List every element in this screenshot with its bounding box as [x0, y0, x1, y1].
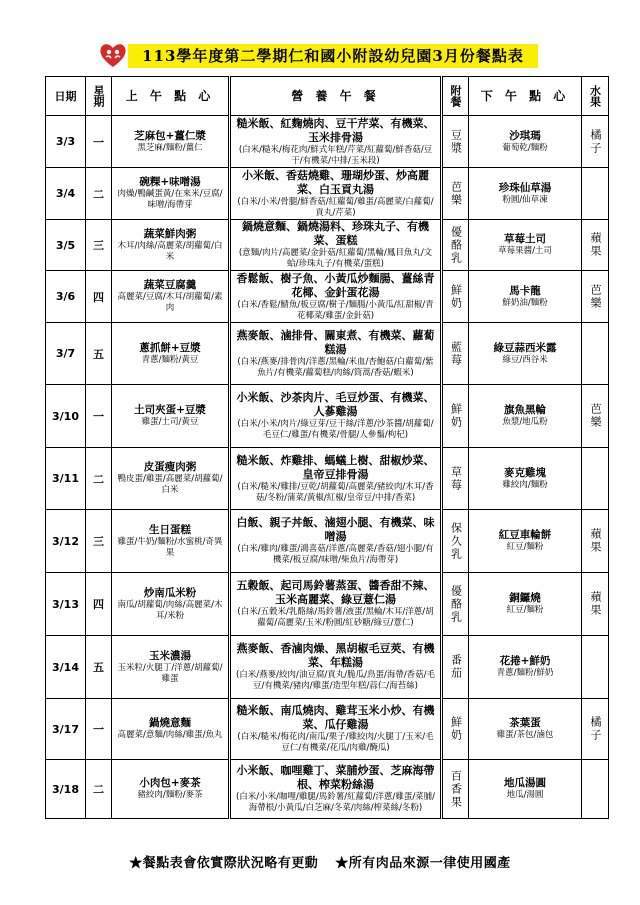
lunch-dishes: 糙米飯、紅麴燒肉、豆干芹菜、有機菜、玉米排骨湯: [236, 116, 435, 144]
afternoon-snack-cell: [469, 510, 582, 573]
side-drink-cell: [442, 168, 469, 220]
morning-snack-cell: [112, 760, 230, 819]
lunch-cell: [230, 699, 442, 760]
morning-snack-name: 炒南瓜米粉: [143, 586, 197, 599]
lunch-ingredients: (白米/燕麥/絞肉/油豆腐/貢丸/脆瓜/鳥蛋/海帶/香菇/毛豆/有機菜/豬肉/雞蛋/造型年糕/蒜仁/海苔絲): [235, 670, 436, 691]
header-day: 星期: [86, 77, 112, 116]
row-weekday: 四: [86, 271, 112, 323]
lunch-cell: [230, 271, 442, 323]
afternoon-snack-cell: [469, 323, 582, 385]
lunch-ingredients: (意麵/肉片/高麗菜/金針菇/紅蘿蔔/黑輪/鳳目魚丸/文蛤/珍珠丸子/有機菜/蛋糕): [238, 248, 433, 269]
fruit-cell: [582, 760, 609, 819]
menu-row: [46, 116, 609, 168]
afternoon-snack-cell: [469, 699, 582, 760]
menu-table: [45, 76, 609, 819]
lunch-cell: [230, 168, 442, 220]
afternoon-snack-cell: [469, 636, 582, 699]
side-drink: 藍莓: [449, 340, 463, 367]
afternoon-snack-cell: [469, 573, 582, 636]
header-lunch: 營 養 午 餐: [230, 77, 442, 116]
morning-snack-cell: [112, 385, 230, 448]
side-drink: 優酪乳: [449, 225, 463, 265]
morning-snack-name: 小肉包+麥茶: [139, 777, 201, 789]
fruit: 芭樂: [589, 403, 602, 429]
lunch-cell: [230, 385, 442, 448]
lunch-ingredients: (白米/五穀米/乳酪絲/馬鈴薯/液蛋/黑輪/木耳/洋蔥/胡蘿蔔/高麗菜/玉米/粉圓/紅砂糖/綠豆/薏仁): [237, 607, 434, 628]
row-weekday: 三: [86, 220, 112, 271]
side-drink: 鮮奶: [449, 403, 463, 429]
afternoon-snack-cell: [469, 168, 582, 220]
row-date: 3/5: [46, 220, 86, 271]
lunch-ingredients: (白米/香鬆/鯖魚/板豆腐/樹子/麵腸/小黃瓜/紅甜椒/青花椰菜/雞蛋/金針菇): [237, 299, 434, 321]
morning-snack-cell: [112, 448, 230, 510]
header-fruit: 水果: [582, 77, 609, 116]
page-title: 113學年度第二學期仁和國小附設幼兒園3月份餐點表: [128, 44, 538, 68]
menu-row: [46, 385, 609, 448]
fruit-cell: [582, 448, 609, 510]
fruit: 橘子: [589, 716, 602, 742]
afternoon-snack-ingredients: 地瓜/湯圓: [506, 790, 544, 800]
morning-snack-ingredients: 黑芝麻/麵粉/薑仁: [137, 142, 203, 153]
afternoon-snack-ingredients: 紅豆/麵粉: [506, 542, 544, 552]
fruit-cell: [582, 510, 609, 573]
fruit-cell: [582, 220, 609, 271]
menu-row: [46, 323, 609, 385]
lunch-ingredients: (白米/糙米/雞排/豆乾/胡蘿蔔/高麗菜/豬絞肉/木耳/香菇/冬粉/蒲菜/黃椒/紅椒/皇帝豆/中排/香菜): [237, 481, 434, 503]
afternoon-snack-ingredients: 紅豆/麵粉: [506, 605, 544, 615]
morning-snack-cell: [112, 116, 230, 168]
afternoon-snack-name: 珍珠仙草湯: [498, 181, 552, 194]
row-weekday: 五: [86, 323, 112, 385]
lunch-dishes: 五穀飯、起司馬鈴薯蒸蛋、醬香甜不辣、玉米高麗菜、綠豆薏仁湯: [236, 579, 435, 606]
lunch-dishes: 燕麥飯、香滷肉燥、黑胡椒毛豆莢、有機菜、年糕湯: [236, 642, 435, 669]
afternoon-snack-name: 沙琪瑪: [509, 129, 541, 142]
morning-snack-ingredients: 豬絞肉/麵粉/麥茶: [137, 790, 203, 800]
morning-snack-cell: [112, 323, 230, 385]
morning-snack-ingredients: 高麗菜/豆腐/木耳/胡蘿蔔/素肉: [117, 292, 223, 313]
morning-snack-name: 蔥抓餅+豆漿: [139, 341, 201, 354]
menu-row: [46, 573, 609, 636]
morning-snack-cell: [112, 510, 230, 573]
side-drink: 百香果: [449, 769, 463, 809]
row-weekday: 一: [86, 385, 112, 448]
lunch-ingredients: (白米/燕麥/排骨肉/洋蔥/黑輪/米血/杏鮑菇/白蘿蔔/紫魚片/有機菜/蘿蔔糕/肉絲/筒蒿/香菇/蝦米): [237, 356, 434, 378]
lunch-dishes: 糙米飯、炸雞排、螞蟻上樹、甜椒炒菜、皇帝豆排骨湯: [236, 453, 435, 481]
lunch-dishes: 燕麥飯、滷排骨、關東煮、有機菜、蘿蔔糕湯: [236, 328, 435, 356]
lunch-ingredients: (白米/雞肉/雞蛋/鴻喜菇/洋蔥/高麗菜/香菇/翅小腿/有機菜/板豆腐/味噌/柴魚片/海帶芽): [237, 544, 434, 565]
lunch-cell: [230, 448, 442, 510]
afternoon-snack-cell: [469, 385, 582, 448]
row-date: 3/6: [46, 271, 86, 323]
row-date: 3/10: [46, 385, 86, 448]
lunch-dishes: 小米飯、香菇燒雞、珊瑚炒蛋、炒高麗菜、白玉貢丸湯: [242, 168, 429, 196]
menu-row: [46, 760, 609, 819]
lunch-dishes: 小米飯、沙茶肉片、毛豆炒蛋、有機菜、人蔘雞湯: [236, 391, 435, 418]
side-drink: 芭樂: [449, 180, 463, 207]
morning-snack-ingredients: 鴨皮蛋/雞蛋/高麗菜/胡蘿蔔/白米: [117, 474, 223, 495]
afternoon-snack-name: 紅豆車輪餅: [498, 529, 552, 541]
row-date: 3/4: [46, 168, 86, 220]
lunch-ingredients: (白米/小米/骨腿/鮮香菇/紅蘿蔔/雞蛋/高麗菜/白蘿蔔/貢丸/芹菜): [237, 196, 434, 218]
row-date: 3/11: [46, 448, 86, 510]
morning-snack-ingredients: 青蔥/麵粉/黃豆: [141, 354, 199, 365]
menu-row: [46, 448, 609, 510]
side-drink: 保久乳: [449, 521, 463, 561]
header-side-drink: 附餐: [442, 77, 469, 116]
morning-snack-cell: [112, 220, 230, 271]
afternoon-snack-ingredients: 雞蛋/茶包/滷包: [496, 730, 554, 740]
row-weekday: 一: [86, 116, 112, 168]
footer-note-meat-origin: ★所有肉品來源一律使用國產: [335, 856, 511, 871]
row-date: 3/13: [46, 573, 86, 636]
morning-snack-ingredients: 高麗菜/意麵/肉絲/雞蛋/魚丸: [117, 730, 223, 740]
morning-snack-name: 蔬菜鮮肉粥: [143, 227, 197, 240]
menu-row: [46, 636, 609, 699]
side-drink-cell: [442, 510, 469, 573]
fruit: 橘子: [589, 128, 602, 155]
lunch-cell: [230, 116, 442, 168]
afternoon-snack-name: 地瓜湯圓: [504, 777, 546, 789]
fruit-cell: [582, 573, 609, 636]
fruit-cell: [582, 699, 609, 760]
side-drink: 番茄: [449, 654, 463, 680]
menu-row: [46, 271, 609, 323]
footer-notes: [60, 852, 580, 872]
morning-snack-cell: [112, 699, 230, 760]
afternoon-snack-ingredients: 雞絞肉/麵粉: [502, 479, 548, 490]
fruit: 蘋果: [589, 232, 602, 258]
afternoon-snack-ingredients: 葡萄乾/麵粉: [502, 142, 548, 153]
header-date: 日期: [46, 77, 86, 116]
morning-snack-name: 鍋燒意麵: [149, 717, 191, 729]
row-date: 3/18: [46, 760, 86, 819]
morning-snack-ingredients: 南瓜/胡蘿蔔/肉絲/高麗菜/木耳/米粉: [117, 599, 223, 621]
row-date: 3/14: [46, 636, 86, 699]
afternoon-snack-cell: [469, 760, 582, 819]
morning-snack-cell: [112, 271, 230, 323]
morning-snack-cell: [112, 573, 230, 636]
afternoon-snack-name: 馬卡龍: [509, 284, 541, 297]
renhe-heart-logo-icon: [98, 40, 128, 70]
side-drink: 豆漿: [449, 128, 463, 155]
row-weekday: 二: [86, 760, 112, 819]
afternoon-snack-name: 綠豆蒜西米露: [493, 341, 557, 354]
afternoon-snack-cell: [469, 220, 582, 271]
morning-snack-ingredients: 雞蛋/牛奶/麵粉/水蜜桃/奇異果: [117, 536, 223, 558]
side-drink-cell: [442, 760, 469, 819]
afternoon-snack-name: 草莓土司: [504, 233, 546, 245]
afternoon-snack-cell: [469, 448, 582, 510]
afternoon-snack-ingredients: 粉圓/仙草凍: [502, 194, 548, 205]
row-weekday: 五: [86, 636, 112, 699]
afternoon-snack-name: 麥克雞塊: [504, 466, 546, 479]
row-weekday: 四: [86, 573, 112, 636]
header-morning-snack: 上 午 點 心: [112, 77, 230, 116]
morning-snack-cell: [112, 636, 230, 699]
row-date: 3/3: [46, 116, 86, 168]
lunch-ingredients: (白米/小米/肉片/綠豆芽/豆干絲/洋蔥/沙茶醬/胡蘿蔔/毛豆仁/雞蛋/有機菜/骨腿/人參鬚/枸杞): [237, 419, 434, 440]
row-date: 3/12: [46, 510, 86, 573]
lunch-dishes: 糙米飯、南瓜燒肉、雞茸玉米小炒、有機菜、瓜仔雞湯: [236, 704, 435, 731]
fruit-cell: [582, 385, 609, 448]
fruit-cell: [582, 168, 609, 220]
fruit-cell: [582, 636, 609, 699]
morning-snack-name: 蔬菜豆腐羹: [143, 279, 197, 291]
side-drink-cell: [442, 116, 469, 168]
fruit-cell: [582, 116, 609, 168]
side-drink-cell: [442, 636, 469, 699]
morning-snack-name: 土司夾蛋+豆漿: [134, 404, 206, 416]
fruit-cell: [582, 271, 609, 323]
afternoon-snack-name: 花捲+鮮奶: [499, 655, 551, 667]
menu-row: [46, 220, 609, 271]
side-drink: 草莓: [449, 465, 463, 492]
lunch-cell: [230, 760, 442, 819]
side-drink-cell: [442, 573, 469, 636]
morning-snack-ingredients: 木耳/肉絲/高麗菜/胡蘿蔔/白米: [117, 240, 223, 262]
side-drink-cell: [442, 699, 469, 760]
header-afternoon-snack: 下 午 點 心: [469, 77, 582, 116]
lunch-dishes: 白飯、親子丼飯、滷翅小腿、有機菜、味噌湯: [236, 516, 435, 543]
row-weekday: 二: [86, 448, 112, 510]
lunch-ingredients: (白米/糙米/梅花肉/南瓜/栗子/雞絞肉/火腿丁/玉米/毛豆仁/有機菜/花瓜/肉雞/醃瓜): [237, 732, 434, 753]
morning-snack-name: 芝麻包+薑仁漿: [134, 129, 206, 142]
side-drink-cell: [442, 323, 469, 385]
lunch-cell: [230, 573, 442, 636]
lunch-dishes: 鍋燒意麵、鍋燒湯料、珍珠丸子、有機菜、蛋糕: [242, 220, 429, 247]
lunch-dishes: 小米飯、咖哩雞丁、菜脯炒蛋、芝麻海帶根、榨菜粉絲湯: [236, 764, 435, 791]
footer-note-change: ★餐點表會依實際狀況略有更動: [129, 856, 319, 871]
fruit: 蘋果: [589, 591, 602, 617]
row-weekday: 一: [86, 699, 112, 760]
afternoon-snack-cell: [469, 271, 582, 323]
row-weekday: 二: [86, 168, 112, 220]
morning-snack-cell: [112, 168, 230, 220]
side-drink-cell: [442, 448, 469, 510]
lunch-ingredients: (白米/糙米/梅花肉/鮮式年糕/芹菜/紅蘿蔔/鮮香菇/豆干/有機菜/中排/玉米段): [238, 144, 433, 166]
menu-row: [46, 699, 609, 760]
morning-snack-ingredients: 雞蛋/土司/黃豆: [141, 417, 199, 427]
row-date: 3/7: [46, 323, 86, 385]
lunch-cell: [230, 636, 442, 699]
morning-snack-name: 生日蛋糕: [149, 523, 191, 536]
morning-snack-name: 皮蛋瘦肉粥: [143, 461, 197, 473]
afternoon-snack-ingredients: 綠豆/西谷米: [502, 354, 548, 365]
afternoon-snack-name: 銅鑼燒: [509, 592, 541, 604]
table-header-row: [46, 77, 609, 116]
menu-row: [46, 168, 609, 220]
lunch-ingredients: (白米/小米/咖哩/雞腿/馬鈴薯/紅蘿蔔/洋蔥/雞蛋/菜脯/海帶根/小黃瓜/白芝麻/冬菜/肉絲/榨菜絲/冬粉): [235, 792, 436, 813]
afternoon-snack-ingredients: 青蔥/麵粉/鮮奶: [496, 668, 554, 678]
row-date: 3/17: [46, 699, 86, 760]
lunch-cell: [230, 510, 442, 573]
lunch-cell: [230, 220, 442, 271]
afternoon-snack-name: 旗魚黑輪: [504, 404, 546, 416]
fruit-cell: [582, 323, 609, 385]
lunch-dishes: 香鬆飯、樹子魚、小黃瓜炒麵腸、薑絲青花椰、金針蛋花湯: [236, 271, 435, 299]
morning-snack-ingredients: 肉燥/鴨鹹蛋黃/在來米/豆腐/味噌/海帶芽: [117, 189, 223, 210]
afternoon-snack-ingredients: 草莓果醬/土司: [498, 246, 552, 256]
side-drink: 優酪乳: [449, 584, 463, 624]
afternoon-snack-cell: [469, 116, 582, 168]
side-drink-cell: [442, 271, 469, 323]
afternoon-snack-ingredients: 鮮奶油/麵粉: [502, 297, 548, 308]
fruit: 芭樂: [589, 283, 602, 310]
morning-snack-name: 碗粿+味噌湯: [139, 176, 201, 188]
side-drink: 鮮奶: [449, 716, 463, 742]
side-drink: 鮮奶: [449, 283, 463, 310]
side-drink-cell: [442, 385, 469, 448]
row-weekday: 三: [86, 510, 112, 573]
morning-snack-ingredients: 玉米粒/火腿丁/洋蔥/胡蘿蔔/雞蛋: [117, 662, 223, 684]
morning-snack-name: 玉米濃湯: [149, 649, 191, 662]
menu-row: [46, 510, 609, 573]
afternoon-snack-ingredients: 魚漿/地瓜粉: [502, 417, 548, 427]
fruit: 蘋果: [589, 528, 602, 554]
side-drink-cell: [442, 220, 469, 271]
lunch-cell: [230, 323, 442, 385]
afternoon-snack-name: 茶葉蛋: [509, 717, 541, 729]
